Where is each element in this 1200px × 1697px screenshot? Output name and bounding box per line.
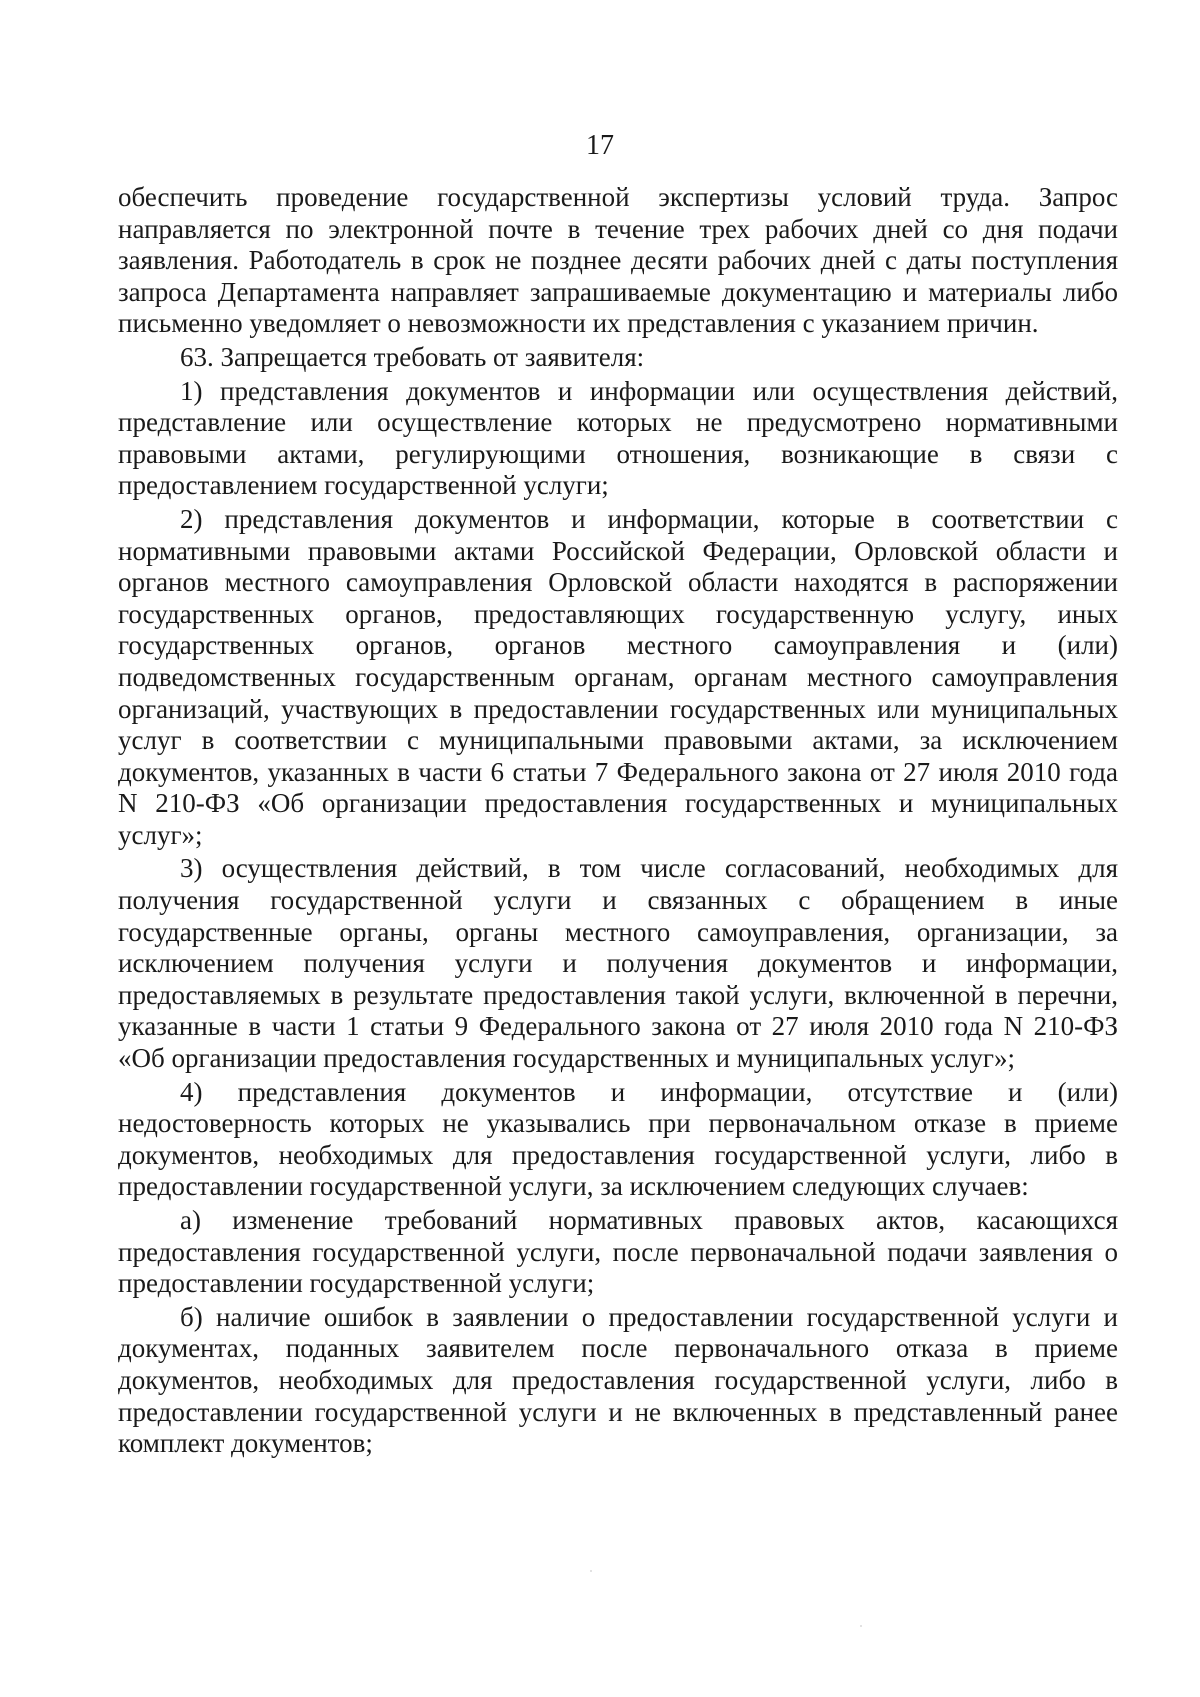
page-number: 17 [586,130,614,161]
paragraph-subitem-2: 2) представления документов и информации, которые в соответствии с нормативными правовыми актами Российской Федерации, Орловской области и органов местного самоуправления Орловской области находятся в распоряжении государственных органов, предоставляющих государственную услугу, иных государственных органов, органов местного самоуправления и (или) подведомственных государственным органам, органам местного самоуправления организаций, участвующих в предоставлении государственных или муниципальных услуг в соответствии с муниципальными правовыми актами, за исключением документов, указанных в части 6 статьи 7 Федерального закона от 27 июля 2010 года N 210-ФЗ «Об организации предоставления государственных и муниципальных услуг»; [118,503,1118,850]
document-body [118,182,1118,1462]
paragraph-subitem-b: б) наличие ошибок в заявлении о предоставлении государственной услуги и документах, поданных заявителем после первоначального отказа в приеме документов, необходимых для предоставления государственной услуги, либо в предоставлении государственной услуги и не включенных в представленный ранее комплект документов; [118,1301,1118,1459]
paragraph-subitem-3: 3) осуществления действий, в том числе согласований, необходимых для получения государственной услуги и связанных с обращением в иные государственные органы, органы местного самоуправления, организации, за исключением получения услуги и получения документов и информации, предоставляемых в результате предоставления такой услуги, включенной в перечни, указанные в части 1 статьи 9 Федерального закона от 27 июля 2010 года N 210-ФЗ «Об организации предоставления государственных и муниципальных услуг»; [118,853,1118,1074]
paragraph-continuation: обеспечить проведение государственной экспертизы условий труда. Запрос направляется по электронной почте в течение трех рабочих дней со дня подачи заявления. Работодатель в срок не позднее десяти рабочих дней с даты поступления запроса Департамента направляет запрашиваемые документацию и материалы либо письменно уведомляет о невозможности их представления с указанием причин. [118,182,1118,339]
scan-speck [590,1570,592,1572]
paragraph-item-63: 63. Запрещается требовать от заявителя: [180,341,645,372]
paragraph-subitem-a: а) изменение требований нормативных правовых актов, касающихся предоставления государственной услуги, после первоначальной подачи заявления о предоставлении государственной услуги; [118,1205,1118,1299]
paragraph-subitem-4: 4) представления документов и информации, отсутствие и (или) недостоверность которых не указывались при первоначальном отказе в приеме документов, необходимых для предоставления государственной услуги, либо в предоставлении государственной услуги, за исключением следующих случаев: [118,1076,1118,1202]
scan-speck [860,1625,862,1627]
paragraph-subitem-1: 1) представления документов и информации или осуществления действий, представление или осуществление которых не предусмотрено нормативными правовыми актами, регулирующими отношения, возникающие в связи с предоставлением государственной услуги; [118,375,1118,501]
